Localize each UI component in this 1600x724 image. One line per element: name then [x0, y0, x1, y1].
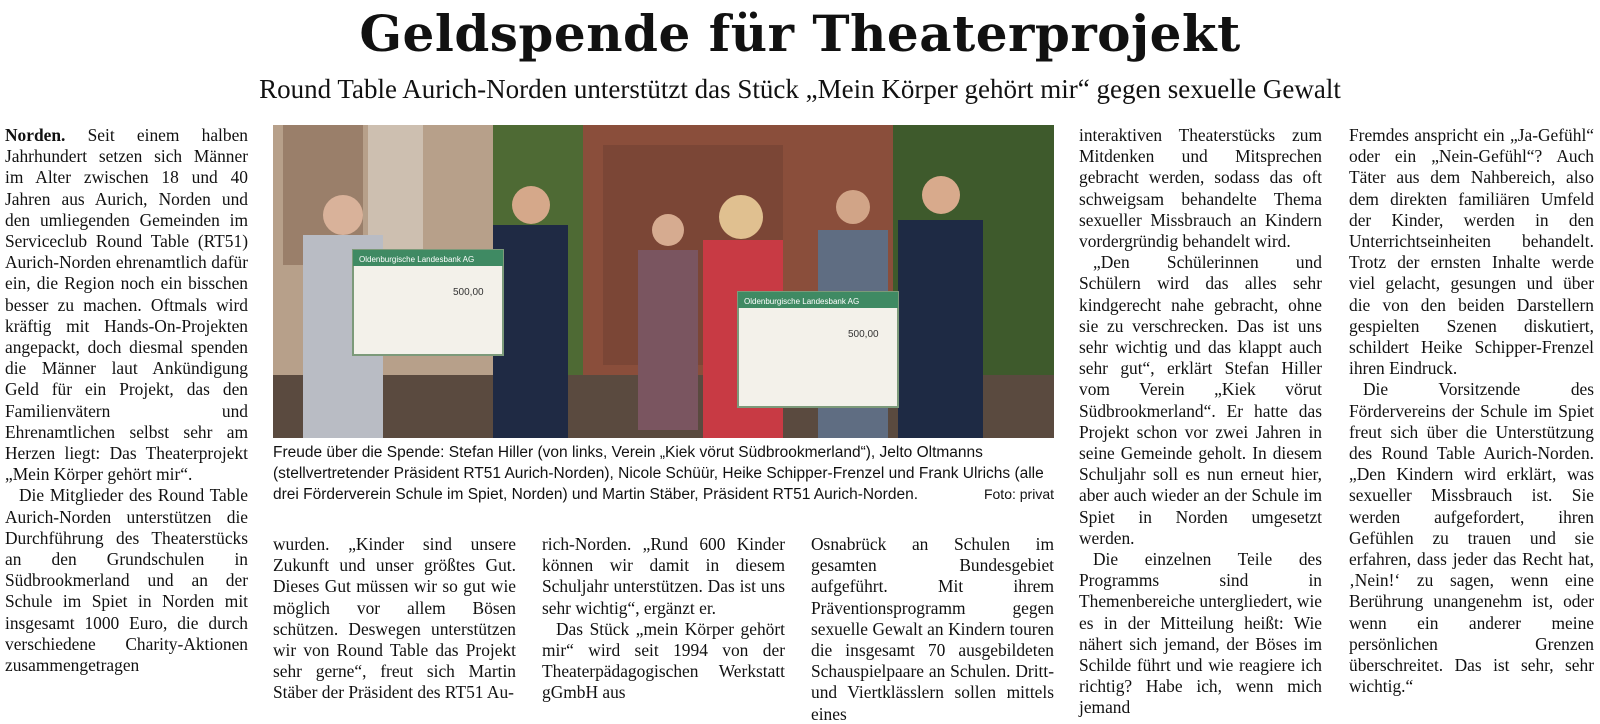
paragraph: Das Stück „mein Körper gehört mir“ wird seit 1994 von der Theaterpädagogischen Werkstatt gGmbH aus	[542, 618, 785, 703]
paragraph: wurden. „Kinder sind unsere Zukunft und unser größtes Gut. Dieses Gut müssen wir so gut wie möglich vor allem Bösen schützen. Deswegen unterstützen wir von Round Table das Projekt sehr gerne“, freut sich Martin Stäber der Präsident des RT51 Au-	[273, 534, 516, 703]
paragraph: Fremdes anspricht ein „Ja-Gefühl“ oder ein „Nein-Gefühl“? Auch Täter aus dem Nahbereich, also dem direkten familiären Umfeld der Kinder, werden in den Unterrichtseinheiten behandelt. Trotz der ernsten Inhalte werde viel gelacht, gesungen und über die von den beiden Darstellern gespielten Szenen diskutiert, schildert Heike Schipper-Frenzel ihren Eindruck.	[1349, 125, 1594, 379]
paragraph: rich-Norden. „Rund 600 Kinder können wir damit in diesem Schuljahr unterstützen. Das ist uns sehr wichtig“, ergänzt er.	[542, 534, 785, 618]
text-column-3	[542, 534, 785, 704]
text-column-1	[5, 125, 248, 676]
photo-credit: Foto: privat	[983, 486, 1054, 502]
headline: Geldspende für Theaterprojekt	[359, 4, 1241, 63]
text-column-5	[1079, 125, 1322, 719]
paragraph: Die einzelnen Teile des Programms sind in Themenbereiche untergliedert, wie es in der Mitteilung heißt: Wie nähert sich jemand, der Böses im Schilde führt und wie reagiere ich richtig? Habe ich, wenn mich jemand	[1079, 549, 1322, 718]
subheadline: Round Table Aurich-Norden unterstützt das Stück „Mein Körper gehört mir“ gegen sexuelle Gewalt	[259, 74, 1341, 104]
paragraph: „Den Schülerinnen und Schülern wird das alles sehr kindgerecht nahe gebracht, ohne sie zu verschrecken. Das ist uns sehr wichtig und das klappt auch sehr gut“, erklärt Stefan Hiller vom Verein „Kiek vörut Südbrookmerland“. Er hatte das Projekt schon vor zwei Jahren in seine Gemeinde geholt. In diesem Schuljahr soll es nun erneut hier, aber auch wieder an der Schule im Spiet in Norden umgesetzt werden.	[1079, 252, 1322, 548]
dateline: Norden.	[5, 125, 66, 145]
paragraph: Osnabrück an Schulen im gesamten Bundesgebiet aufgeführt. Mit ihrem Präventionsprogramm gegen sexuelle Gewalt an Kindern touren die insgesamt 70 ausgebildeten Schauspielpaare an Schulen. Dritt- und Viertklässlern sollen mittels eines	[811, 534, 1054, 724]
text-column-6	[1349, 125, 1594, 697]
cheque-bank-label: Oldenburgische Landesbank AG	[744, 297, 860, 306]
cheque-amount-label: 500,00	[453, 287, 484, 298]
photo-caption	[273, 442, 1054, 505]
text-column-4	[811, 534, 1054, 724]
paragraph: Die Vorsitzende des Fördervereins der Schule im Spiet freut sich über die Unterstützung des Round Table Aurich-Norden. „Den Kindern wird erklärt, was sexueller Missbrauch ist. Sie werden aufgefordert, ihren Gefühlen zu trauen und sie erfahren, dass jeder das Recht hat, ‚Nein!‘ zu sagen, wenn eine Berührung unangenehm ist, oder wenn ein anderer meine persönlichen Grenzen überschreitet. Das ist sehr, sehr wichtig.“	[1349, 379, 1594, 697]
paragraph-text: Seit einem halben Jahrhundert setzen sich Männer im Alter zwischen 18 und 40 Jahren aus Aurich, Norden und den umliegenden Gemeinden im Serviceclub Round Table (RT51) Aurich-Norden ehrenamtlich dafür ein, die Region noch ein bisschen besser zu machen. Oftmals wird kräftig mit Hands-On-Projekten angepackt, doch diesmal spenden die Männer laut Ankündigung Geld für ein Projekt, das den Familienvätern und Ehrenamtlichen selbst sehr am Herzen liegt: Das Theaterprojekt „Mein Körper gehört mir“.	[5, 125, 248, 485]
paragraph: Die Mitglieder des Round Table Aurich-Norden unterstützen die Durchführung des Theaterstücks an den Grundschulen in Südbrookmerland und an der Schule im Spiet in Norden mit insgesamt 1000 Euro, die durch verschiedene Charity-Aktionen zusammengetragen	[5, 485, 248, 676]
cheque-bank-label: Oldenburgische Landesbank AG	[359, 255, 475, 264]
paragraph	[5, 125, 248, 485]
caption-text: Freude über die Spende: Stefan Hiller (von links, Verein „Kiek vörut Südbrookmerland“), Jelto Oltmanns (stellvertretender Präsident RT51 Aurich-Norden), Nicole Schüür, Heike Schipper-Frenzel und Frank Ulrichs (alle drei Förderverein Schule im Spiet, Norden) und Martin Stäber, Präsident RT51 Aurich-Norden.	[273, 444, 1044, 503]
text-column-2	[273, 534, 516, 704]
paragraph: interaktiven Theaterstücks zum Mitdenken und Mitsprechen gebracht werden, sodass das oft schweigsam behandelte Thema sexueller Missbrauch an Kindern vordergründig behandelt wird.	[1079, 125, 1322, 252]
photo-illustration	[273, 125, 1054, 438]
article-photo	[273, 125, 1054, 438]
cheque-amount-label: 500,00	[848, 329, 879, 340]
